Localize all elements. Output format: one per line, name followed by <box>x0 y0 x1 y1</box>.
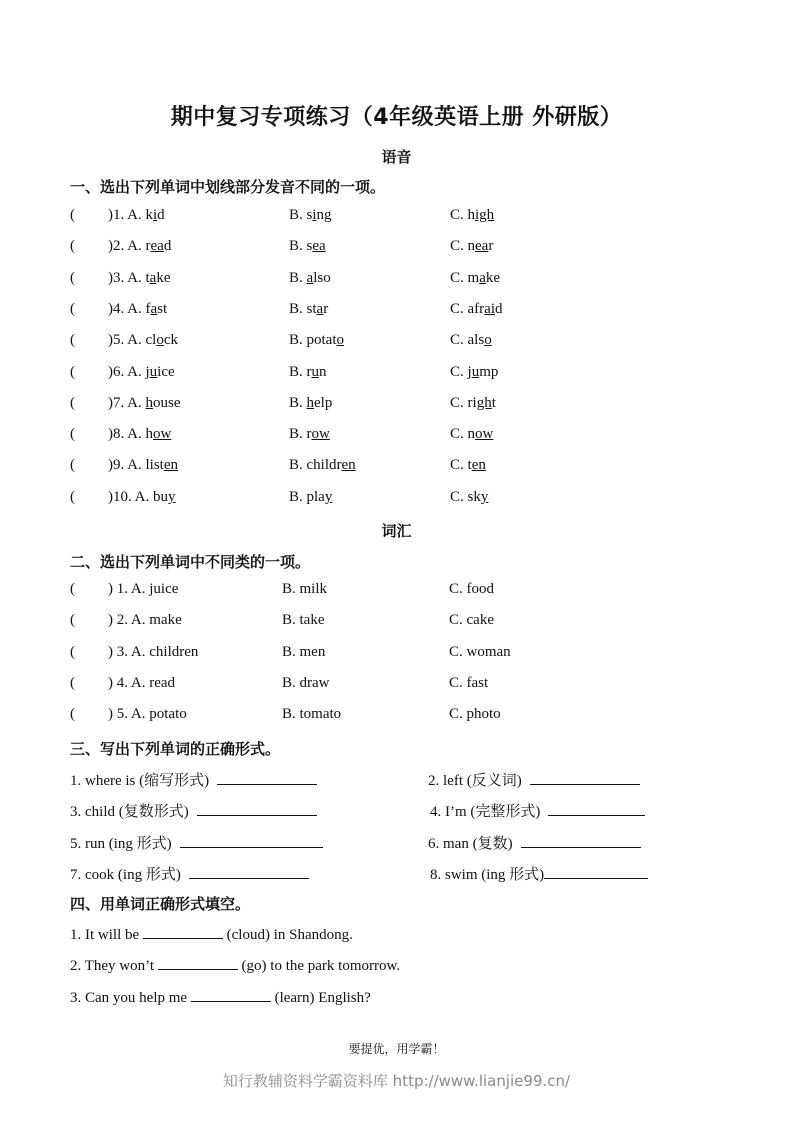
option-c <box>450 364 498 381</box>
option-a <box>108 301 167 318</box>
option-a-word-post: ke <box>156 269 171 286</box>
option-c-letter: C. <box>450 332 468 349</box>
answer-bracket[interactable]: ( <box>70 238 75 255</box>
option-c-letter: C. <box>450 426 468 443</box>
option-a-word-post: st <box>157 300 168 317</box>
question-row <box>70 395 730 417</box>
part2-heading: 二、选出下列单词中不同类的一项。 <box>70 553 311 571</box>
option-b-word-pre: pla <box>306 488 325 505</box>
option-c-word-underlined: a <box>479 269 486 286</box>
option-c-word-pre: n <box>467 426 476 443</box>
question-left-text: 3. child (复数形式) <box>70 804 189 821</box>
sentence-start: 3. Can you help me <box>70 989 191 1006</box>
option-c <box>450 270 500 287</box>
question-row <box>70 706 730 728</box>
answer-bracket[interactable]: ( <box>70 643 75 660</box>
option-a-word-underlined: u <box>149 363 158 380</box>
option-a-word-underlined: ea <box>150 238 164 255</box>
question-number: )4. A. <box>108 300 146 317</box>
option-b-word-underlined: a <box>306 269 314 286</box>
option-a-word-post: ck <box>163 332 178 349</box>
fill-in-sentence <box>70 924 353 944</box>
answer-blank[interactable] <box>217 770 317 785</box>
watermark-text: 知行教辅资料学霸资料库 http://www.lianjie99.cn/ <box>222 1072 571 1090</box>
option-b <box>289 238 326 255</box>
option-c-letter: C. <box>450 238 468 255</box>
question-right-text: 4. I’m (完整形式) <box>430 804 541 821</box>
answer-blank[interactable] <box>158 955 238 970</box>
option-c-letter: C. <box>450 457 468 474</box>
option-c-word-post: d <box>495 300 503 317</box>
option-c-letter: C. <box>450 300 468 317</box>
option-b <box>289 489 332 506</box>
option-c-word-underlined: u <box>471 363 480 380</box>
question-number: )5. A. <box>108 332 146 349</box>
question-row <box>70 457 730 479</box>
option-a <box>108 489 176 506</box>
answer-blank[interactable] <box>548 801 645 816</box>
option-a-word-underlined: h <box>145 394 153 411</box>
answer-bracket[interactable]: ( <box>70 269 75 286</box>
question-row <box>70 489 730 511</box>
option-a-word-pre: k <box>145 207 153 223</box>
option-c-word-post: mp <box>479 363 499 380</box>
question-right <box>428 769 640 790</box>
option-c-word-pre: sk <box>467 488 481 505</box>
option-a-word-underlined: o <box>156 332 164 349</box>
option-b-word-underlined: a <box>316 300 324 317</box>
option-b-letter: B. <box>289 269 307 286</box>
answer-bracket[interactable]: ( <box>70 674 75 691</box>
option-a <box>108 270 171 287</box>
option-a-word-pre: list <box>145 457 164 474</box>
option-c <box>450 457 486 474</box>
option-c <box>450 301 503 318</box>
option-b: B. take <box>282 612 325 629</box>
question-right <box>430 800 645 821</box>
option-a-word-post: ice <box>157 363 175 380</box>
option-a-word-pre: r <box>145 238 151 255</box>
answer-bracket[interactable]: ( <box>70 394 75 411</box>
option-b-word-underlined: i <box>312 207 317 223</box>
option-c-word-pre: h <box>467 207 476 223</box>
fill-in-sentence <box>70 955 400 975</box>
part1-heading: 一、选出下列单词中划线部分发音不同的一项。 <box>70 178 386 196</box>
question-left-text: 5. run (ing 形式) <box>70 835 172 852</box>
question-right-text: 8. swim (ing 形式) <box>430 866 545 883</box>
option-c-word-underlined: en <box>471 457 486 474</box>
option-a: ) 5. A. potato <box>108 706 187 723</box>
option-c-word-underlined: ai <box>484 300 495 317</box>
option-b-letter: B. <box>289 426 307 443</box>
section-title-pronunciation: 语音 <box>381 148 412 166</box>
option-c: C. photo <box>449 706 501 723</box>
option-a-word-post: d <box>163 238 172 255</box>
option-b <box>289 457 356 474</box>
option-a <box>108 332 178 349</box>
question-row <box>70 863 730 885</box>
question-left <box>70 832 323 853</box>
option-a-word-underlined: y <box>168 488 176 505</box>
answer-bracket[interactable]: ( <box>70 581 75 597</box>
option-a-word-post: d <box>157 207 165 223</box>
option-b: B. men <box>282 643 326 660</box>
option-c <box>450 207 494 224</box>
option-a <box>108 364 175 381</box>
option-b-word-underlined: u <box>311 363 320 380</box>
question-number: )3. A. <box>108 269 146 286</box>
option-c-word-pre: t <box>467 457 472 474</box>
sentence-end: (go) to the park tomorrow. <box>237 958 401 975</box>
question-row <box>70 207 730 229</box>
option-b <box>289 207 332 224</box>
option-b-word-post: elp <box>314 394 333 411</box>
option-b-letter: B. <box>289 207 307 223</box>
option-a-word-pre: bu <box>153 488 168 505</box>
sentence-end: (learn) English? <box>270 989 371 1006</box>
option-c-word-pre: ri <box>467 394 477 411</box>
option-a-word-pre: f <box>145 300 151 317</box>
question-row <box>70 612 730 634</box>
question-number: )1. A. <box>108 207 146 223</box>
option-a: ) 4. A. read <box>108 674 176 691</box>
fill-in-sentence <box>70 987 371 1007</box>
option-a-word-pre: h <box>145 426 153 443</box>
question-row <box>70 301 730 323</box>
option-b-word-pre: childr <box>306 457 342 474</box>
question-row <box>70 800 730 822</box>
option-c <box>450 395 496 412</box>
answer-blank[interactable] <box>180 833 323 848</box>
question-row <box>70 332 730 354</box>
question-number: )6. A. <box>108 363 146 380</box>
option-c <box>450 332 492 349</box>
option-c-word-pre: n <box>467 238 476 255</box>
answer-blank[interactable] <box>143 924 223 939</box>
option-c <box>450 238 493 255</box>
question-row <box>70 644 730 666</box>
option-b-word-pre: potat <box>306 332 337 349</box>
option-a-word-pre: t <box>145 269 150 286</box>
question-row <box>70 769 730 791</box>
option-b-word-pre: st <box>306 300 317 317</box>
question-row <box>70 581 730 603</box>
option-c: C. cake <box>449 612 494 629</box>
option-c: C. fast <box>449 674 489 691</box>
option-a <box>108 207 165 224</box>
option-b-word-pre: s <box>306 238 313 255</box>
answer-bracket[interactable]: ( <box>70 332 75 349</box>
answer-blank[interactable] <box>197 801 317 816</box>
question-right <box>430 863 648 884</box>
option-b <box>289 364 327 381</box>
sentence-start: 1. It will be <box>70 927 143 943</box>
answer-bracket[interactable]: ( <box>70 426 75 443</box>
answer-bracket[interactable]: ( <box>70 706 75 723</box>
option-a-word-underlined: a <box>149 269 157 286</box>
option-a-word-pre: j <box>145 363 150 380</box>
option-a <box>108 238 171 255</box>
option-c: C. food <box>449 581 494 597</box>
option-c-word-pre: j <box>467 363 472 380</box>
option-c-word-underlined: ow <box>475 426 494 443</box>
question-left-text: 7. cook (ing 形式) <box>70 866 181 883</box>
question-row <box>70 675 730 697</box>
question-number: )10. A. <box>108 488 153 505</box>
option-a-word-pre: cl <box>145 332 157 349</box>
option-b-letter: B. <box>289 363 307 380</box>
sentence-start: 2. They won’t <box>70 958 158 975</box>
question-row <box>70 238 730 260</box>
question-number: )7. A. <box>108 394 146 411</box>
option-c-letter: C. <box>450 363 468 380</box>
question-number: )8. A. <box>108 426 146 443</box>
option-a-word-underlined: a <box>150 300 158 317</box>
option-a: ) 3. A. children <box>108 643 199 660</box>
option-c-word-pre: als <box>467 332 485 349</box>
option-c <box>450 489 488 506</box>
option-c-word-post: t <box>491 394 496 411</box>
option-c-letter: C. <box>450 207 468 223</box>
question-left-text: 1. where is (缩写形式) <box>70 773 210 789</box>
option-c: C. woman <box>449 643 511 660</box>
option-b-word-post: r <box>323 300 329 317</box>
option-a <box>108 457 178 474</box>
option-c-word-underlined: igh <box>475 207 495 223</box>
section-title-vocabulary: 词汇 <box>381 522 412 540</box>
option-c-word-underlined: o <box>484 332 492 349</box>
answer-bracket[interactable]: ( <box>70 488 75 505</box>
option-c-word-pre: afr <box>467 300 485 317</box>
answer-bracket[interactable]: ( <box>70 300 75 317</box>
answer-bracket[interactable]: ( <box>70 457 75 474</box>
option-b <box>289 301 328 318</box>
question-right-text: 6. man (复数) <box>428 835 513 852</box>
option-a: ) 2. A. make <box>108 612 182 629</box>
option-a <box>108 395 181 412</box>
question-row <box>70 270 730 292</box>
option-b-letter: B. <box>289 488 307 505</box>
question-row <box>70 426 730 448</box>
page-title: 期中复习专项练习（4年级英语上册 外研版） <box>170 105 623 130</box>
option-b-letter: B. <box>289 300 307 317</box>
option-c-letter: C. <box>450 394 468 411</box>
option-b-word-underlined: o <box>336 332 345 349</box>
option-c-word-underlined: ea <box>475 238 489 255</box>
sentence-end: (cloud) in Shandong. <box>222 927 353 943</box>
answer-bracket[interactable]: ( <box>70 363 75 380</box>
option-b-word-pre: r <box>306 363 312 380</box>
option-b-word-underlined: h <box>306 394 315 411</box>
question-number: )9. A. <box>108 457 146 474</box>
option-b-word-post: ng <box>316 207 332 223</box>
option-b-word-underlined: ow <box>311 426 330 443</box>
option-b-letter: B. <box>289 238 307 255</box>
option-b <box>289 332 344 349</box>
option-b-word-pre: r <box>306 426 312 443</box>
question-row <box>70 832 730 854</box>
option-c-word-underlined: gh <box>476 394 492 411</box>
answer-blank[interactable] <box>189 864 309 879</box>
question-left <box>70 769 317 790</box>
option-c-letter: C. <box>450 269 468 286</box>
option-b-word-underlined: ea <box>312 238 326 255</box>
option-c <box>450 426 493 443</box>
question-right <box>428 832 641 853</box>
answer-bracket[interactable]: ( <box>70 612 75 629</box>
option-a-word-underlined: en <box>163 457 179 474</box>
option-a <box>108 426 171 443</box>
option-b-word-post: lso <box>313 269 331 286</box>
option-b-word-post: n <box>319 363 327 380</box>
option-b-letter: B. <box>289 394 307 411</box>
option-c-word-post: r <box>488 238 494 255</box>
answer-blank[interactable] <box>191 987 271 1002</box>
part4-heading: 四、用单词正确形式填空。 <box>70 895 251 913</box>
option-a-word-post: ouse <box>153 394 181 411</box>
answer-blank[interactable] <box>530 770 640 785</box>
question-row <box>70 364 730 386</box>
question-right-text: 2. left (反义词) <box>428 773 522 789</box>
option-c-letter: C. <box>450 488 468 505</box>
option-b-letter: B. <box>289 457 307 474</box>
question-number: )2. A. <box>108 238 146 255</box>
option-a-word-underlined: ow <box>153 426 172 443</box>
option-c-word-underlined: y <box>480 488 489 505</box>
option-b-word-underlined: y <box>324 488 333 505</box>
option-c-word-pre: m <box>467 269 480 286</box>
option-b-letter: B. <box>289 332 307 349</box>
option-b: B. draw <box>282 674 330 691</box>
answer-blank[interactable] <box>544 864 648 879</box>
question-left <box>70 800 317 821</box>
answer-bracket[interactable]: ( <box>70 207 75 223</box>
part3-heading: 三、写出下列单词的正确形式。 <box>70 740 281 758</box>
question-left <box>70 863 309 884</box>
option-b-word-pre: s <box>306 207 313 223</box>
answer-blank[interactable] <box>521 833 641 848</box>
footer-slogan: 要提优，用学霸！ <box>348 1042 445 1056</box>
option-b <box>289 270 331 287</box>
option-b <box>289 426 330 443</box>
option-a: ) 1. A. juice <box>108 581 179 597</box>
option-b <box>289 395 332 412</box>
option-b-word-underlined: en <box>341 457 356 474</box>
option-c-word-post: ke <box>485 269 501 286</box>
option-b: B. tomato <box>282 706 342 723</box>
option-a-word-underlined: i <box>153 207 158 223</box>
option-b: B. milk <box>282 581 328 597</box>
